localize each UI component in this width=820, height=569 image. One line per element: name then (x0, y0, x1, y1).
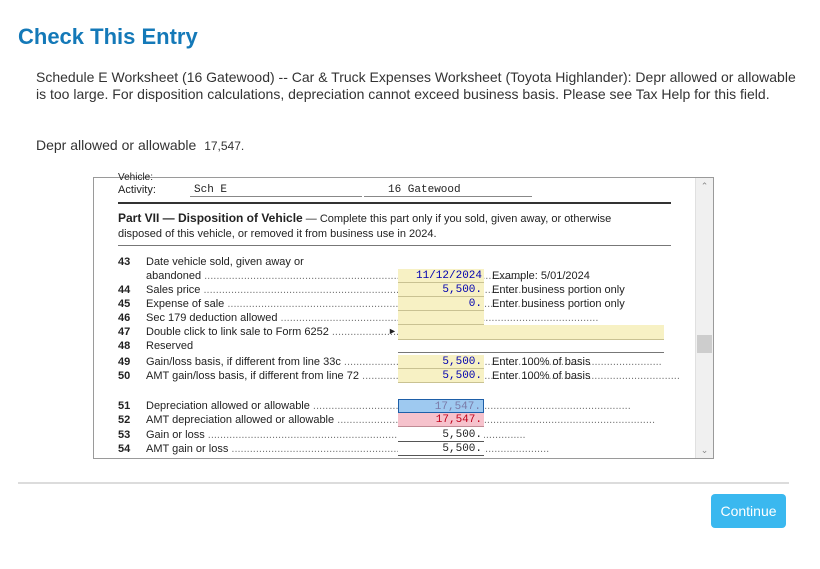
sales-price-field[interactable]: 5,500. (398, 283, 484, 297)
scroll-thumb[interactable] (697, 335, 712, 353)
line-label: Gain or loss ..... (146, 429, 398, 441)
vehicle-label: Vehicle: (118, 172, 154, 183)
sec179-field[interactable] (398, 311, 484, 325)
line-label: Sales price ..... (146, 284, 398, 296)
line-number: 44 (118, 284, 131, 296)
line-label: Double click to link sale to Form 6252 ..... (146, 326, 384, 338)
line-54 (118, 443, 678, 457)
line-number: 52 (118, 414, 131, 426)
worksheet-content (94, 172, 694, 458)
chevron-up-icon[interactable]: ⌃ (700, 181, 709, 191)
date-sold-field[interactable]: 11/12/2024 (398, 269, 484, 283)
line-label: AMT gain/loss basis, if different from line 72 ..... (146, 370, 398, 382)
part-description: — Complete this part only if you sold, given away, or otherwise (302, 213, 612, 225)
line-note: Enter 100% of basis (492, 356, 591, 368)
line-note: Example: 5/01/2024 (492, 270, 590, 282)
form-6252-link-field[interactable] (398, 325, 664, 340)
line-label: AMT gain or loss ..... (146, 443, 398, 455)
gain-loss-value: 5,500. (398, 428, 484, 442)
error-message: Schedule E Worksheet (16 Gatewood) -- Car & Truck Expenses Worksheet (Toyota Highlander): Depr allowed or allowable is too large. For disposition calculations, depreciation cannot exceed business basis. Please see Tax Help for this field. (36, 69, 796, 102)
line-number: 48 (118, 340, 131, 352)
line-note: Enter business portion only (492, 284, 625, 296)
footer-divider (18, 482, 789, 484)
expense-of-sale-field[interactable]: 0. (398, 297, 484, 311)
line-label: Depreciation allowed or allowable ..... (146, 400, 398, 412)
line-label: abandoned ..... (146, 270, 398, 282)
line-label: Sec 179 deduction allowed ..... (146, 312, 398, 324)
field-label: Depr allowed or allowable (36, 137, 197, 153)
activity-property-field[interactable]: 16 Gatewood (364, 184, 532, 197)
line-number: 51 (118, 400, 131, 412)
continue-button[interactable]: Continue (711, 494, 786, 528)
line-note: Enter business portion only (492, 298, 625, 310)
line-number: 45 (118, 298, 131, 310)
activity-field[interactable]: Sch E (190, 184, 362, 197)
line-51 (118, 400, 678, 414)
line-number: 54 (118, 443, 131, 455)
line-45 (118, 298, 678, 312)
line-46 (118, 312, 678, 326)
line-52 (118, 414, 678, 428)
line-number: 46 (118, 312, 131, 324)
reserved-rule (398, 352, 664, 353)
line-53 (118, 429, 678, 443)
part-title: Part VII — Disposition of Vehicle (118, 211, 303, 225)
line-number: 50 (118, 370, 131, 382)
line-number: 53 (118, 429, 131, 441)
chevron-down-icon[interactable]: ⌄ (700, 445, 709, 455)
line-label: Gain/loss basis, if different from line 33c ..... (146, 356, 398, 368)
line-number: 49 (118, 356, 131, 368)
line-44 (118, 284, 678, 298)
line-47 (118, 326, 678, 340)
line-48 (118, 340, 678, 354)
line-note: Enter 100% of basis (492, 370, 591, 382)
line-number: 43 (118, 256, 131, 268)
worksheet-preview (93, 172, 714, 459)
field-summary (36, 137, 244, 153)
line-49 (118, 356, 678, 370)
field-value: 17,547. (204, 139, 245, 153)
amt-gain-loss-value: 5,500. (398, 442, 484, 456)
header-divider (118, 245, 671, 246)
line-label: AMT depreciation allowed or allowable ..... (146, 414, 398, 426)
arrow-right-icon: ► (388, 326, 397, 336)
gain-loss-basis-field[interactable]: 5,500. (398, 355, 484, 369)
part-description-2: disposed of this vehicle, or removed it from business use in 2024. (118, 228, 437, 240)
line-50 (118, 370, 678, 384)
part-vii-header (118, 211, 658, 242)
activity-label: Activity: (118, 184, 156, 196)
line-label: Date vehicle sold, given away or (146, 256, 304, 268)
section-rule (118, 202, 671, 204)
line-label: Reserved (146, 340, 194, 352)
line-43-cont (118, 270, 678, 284)
line-label: Expense of sale ..... (146, 298, 398, 310)
line-number: 47 (118, 326, 131, 338)
line-43 (118, 256, 678, 270)
depreciation-allowed-field[interactable]: 17,547. (398, 399, 484, 413)
dialog-title: Check This Entry (18, 24, 198, 49)
amt-depreciation-field[interactable]: 17,547. (398, 413, 484, 427)
vertical-scrollbar[interactable] (695, 178, 713, 458)
amt-gain-loss-basis-field[interactable]: 5,500. (398, 369, 484, 383)
